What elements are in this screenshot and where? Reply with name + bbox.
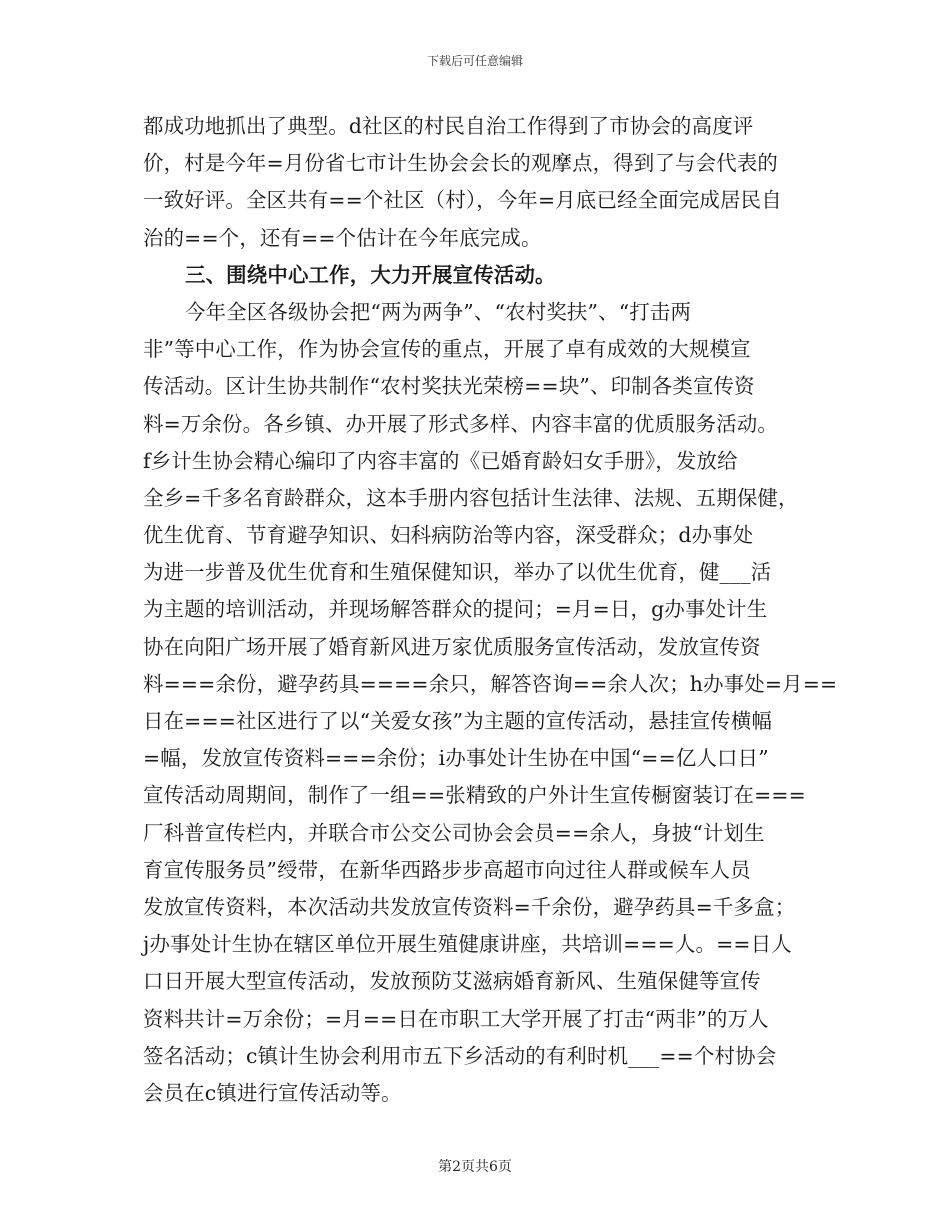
text-line: 全乡=千多名育龄群众，这本手册内容包括计生法律、法规、五期保健，: [143, 485, 799, 510]
paragraph-1: [143, 108, 815, 257]
section-heading: 三、围绕中心工作，大力开展宣传活动。: [185, 262, 556, 287]
text-line: 厂科普宣传栏内，并联合市公交公司协会会员==余人，身披“计划生: [143, 820, 765, 845]
page-header: 下载后可任意编辑: [426, 54, 523, 68]
text-line: 治的==个，还有==个估计在今年底完成。: [143, 225, 542, 250]
text-line: 都成功地抓出了典型。d社区的村民自治工作得到了市协会的高度评: [143, 114, 754, 138]
text-line: 一致好评。全区共有==个社区（村），今年=月底已经全面完成居民自: [143, 188, 782, 213]
section-heading-block: [143, 257, 815, 294]
text-line: =幅，发放宣传资料===余份；i办事处计生协在中国“==亿人口日”: [143, 746, 769, 771]
text-line: 协在向阳广场开展了婚育新风进万家优质服务宣传活动，发放宣传资: [143, 634, 761, 659]
text-line: j办事处计生协在辖区单位开展生殖健康讲座，共培训===人。==日人: [143, 932, 792, 957]
text-line: 今年全区各级协会把“两为两争”、“农村奖扶”、“打击两: [185, 299, 692, 324]
text-line: 非”等中心工作，作为协会宣传的重点，开展了卓有成效的大规模宣: [143, 337, 751, 362]
text-line: 宣传活动周期间，制作了一组==张精致的户外计生宣传橱窗装订在===: [143, 783, 806, 808]
text-line: 签名活动；c镇计生协会利用市五下乡活动的有利时机___==个村协会: [143, 1043, 777, 1068]
page-number: 第2页共6页: [438, 1159, 512, 1175]
text-line: 日在===社区进行了以“关爱女孩”为主题的宣传活动，悬挂宣传横幅: [143, 709, 773, 733]
text-line: 发放宣传资料，本次活动共发放宣传资料=千余份，避孕药具=千多盒；: [143, 894, 796, 919]
text-line: 价，村是今年=月份省七市计生协会会长的观摩点，得到了与会代表的: [143, 151, 779, 176]
text-line: 优生优育、节育避孕知识、妇科病防治等内容，深受群众；d办事处: [143, 523, 754, 548]
text-line: 料===余份，避孕药具====余只，解答咨询==余人次；h办事处=月==: [143, 671, 838, 696]
text-line: 为进一步普及优生优育和生殖保健知识，举办了以优生优育，健___活: [143, 560, 772, 585]
text-line: 传活动。区计生协共制作“农村奖扶光荣榜==块”、印制各类宣传资: [143, 374, 755, 399]
text-line: 料=万余份。各乡镇、办开展了形式多样、内容丰富的优质服务活动。: [143, 411, 779, 436]
text-line: 口日开展大型宣传活动，发放预防艾滋病婚育新风、生殖保健等宣传: [143, 969, 761, 994]
text-line: 资料共计=万余份；=月==日在市职工大学开展了打击“两非”的万人: [143, 1006, 769, 1031]
text-line: 育宣传服务员”绶带，在新华西路步步高超市向过往人群或候车人员: [143, 857, 751, 882]
text-line: 为主题的培训活动，并现场解答群众的提问；=月=日，g办事处计生: [143, 597, 768, 622]
document-body: [143, 108, 838, 1112]
paragraph-2: [143, 294, 838, 1112]
text-line: 会员在c镇进行宣传活动等。: [143, 1080, 402, 1105]
text-line: f乡计生协会精心编印了内容丰富的《已婚育龄妇女手册》，发放给: [143, 448, 738, 473]
